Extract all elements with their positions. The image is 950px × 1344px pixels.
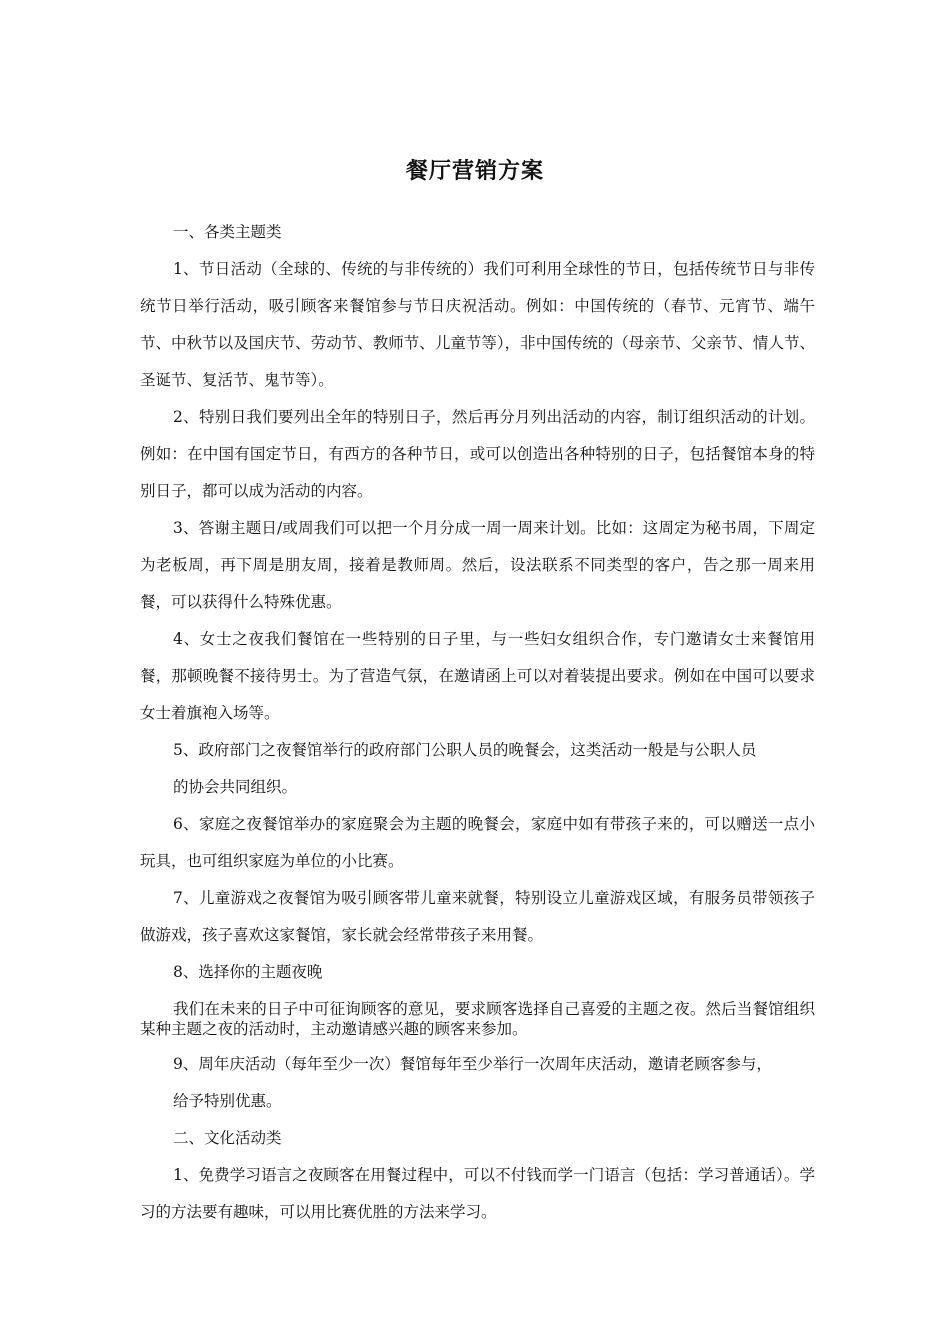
document-body [140, 214, 815, 1231]
paragraph-family-night: 6、家庭之夜餐馆举办的家庭聚会为主题的晚餐会，家庭中如有带孩子来的，可以赠送一点小玩具，也可组织家庭为单位的小比赛。 [140, 815, 815, 870]
section-heading-culture: 二、文化活动类 [173, 1129, 282, 1147]
paragraph-kids-game-night: 7、儿童游戏之夜餐馆为吸引顾客带儿童来就餐，特别设立儿童游戏区域，有服务员带领孩子做游戏，孩子喜欢这家餐馆，家长就会经常带孩子来用餐。 [140, 889, 815, 944]
paragraph-holiday-events: 1、节日活动（全球的、传统的与非传统的）我们可利用全球性的节日，包括传统节日与非传统节日举行活动，吸引顾客来餐馆参与节日庆祝活动。例如：中国传统的（春节、元宵节、端午节、中秋节以及国庆节、劳动节、教师节、儿童节等），非中国传统的（母亲节、父亲节、情人节、圣诞节、复活节、鬼节等）。 [140, 260, 815, 389]
paragraph-government-night-cont: 的协会共同组织。 [173, 778, 298, 796]
paragraph-ladies-night: 4、女士之夜我们餐馆在一些特别的日子里，与一些妇女组织合作，专门邀请女士来餐馆用餐，那顿晚餐不接待男士。为了营造气氛，在邀请函上可以对着装提出要求。例如在中国可以要求女士着旗袍入场等。 [140, 630, 815, 722]
paragraph-special-days: 2、特别日我们要列出全年的特别日子，然后再分月列出活动的内容，制订组织活动的计划。例如：在中国有国定节日，有西方的各种节日，或可以创造出各种特别的日子，包括餐馆本身的特别日子，都可以成为活动的内容。 [140, 408, 815, 500]
paragraph-thanks-theme-day: 3、答谢主题日/或周我们可以把一个月分成一周一周来计划。比如：这周定为秘书周，下周定为老板周，再下周是朋友周，接着是教师周。然后，设法联系不同类型的客户，告之那一周来用餐，可以获得什么特殊优惠。 [140, 519, 815, 611]
paragraph-choose-theme-night-detail: 我们在未来的日子中可征询顾客的意见，要求顾客选择自己喜爱的主题之夜。然后当餐馆组织某种主题之夜的活动时，主动邀请感兴趣的顾客来参加。 [140, 1000, 815, 1038]
paragraph-anniversary: 9、周年庆活动（每年至少一次）餐馆每年至少举行一次周年庆活动，邀请老顾客参与， [173, 1055, 772, 1073]
paragraph-government-night: 5、政府部门之夜餐馆举行的政府部门公职人员的晚餐会，这类活动一般是与公职人员 [173, 741, 757, 759]
paragraph-choose-theme-night: 8、选择你的主题夜晚 [173, 963, 323, 981]
document-title: 餐厅营销方案 [405, 159, 544, 184]
paragraph-language-night: 1、免费学习语言之夜顾客在用餐过程中，可以不付钱而学一门语言（包括：学习普通话）。学习的方法要有趣味，可以用比赛优胜的方法来学习。 [140, 1166, 815, 1221]
paragraph-anniversary-cont: 给予特别优惠。 [173, 1092, 282, 1110]
section-heading-themes: 一、各类主题类 [173, 223, 282, 241]
